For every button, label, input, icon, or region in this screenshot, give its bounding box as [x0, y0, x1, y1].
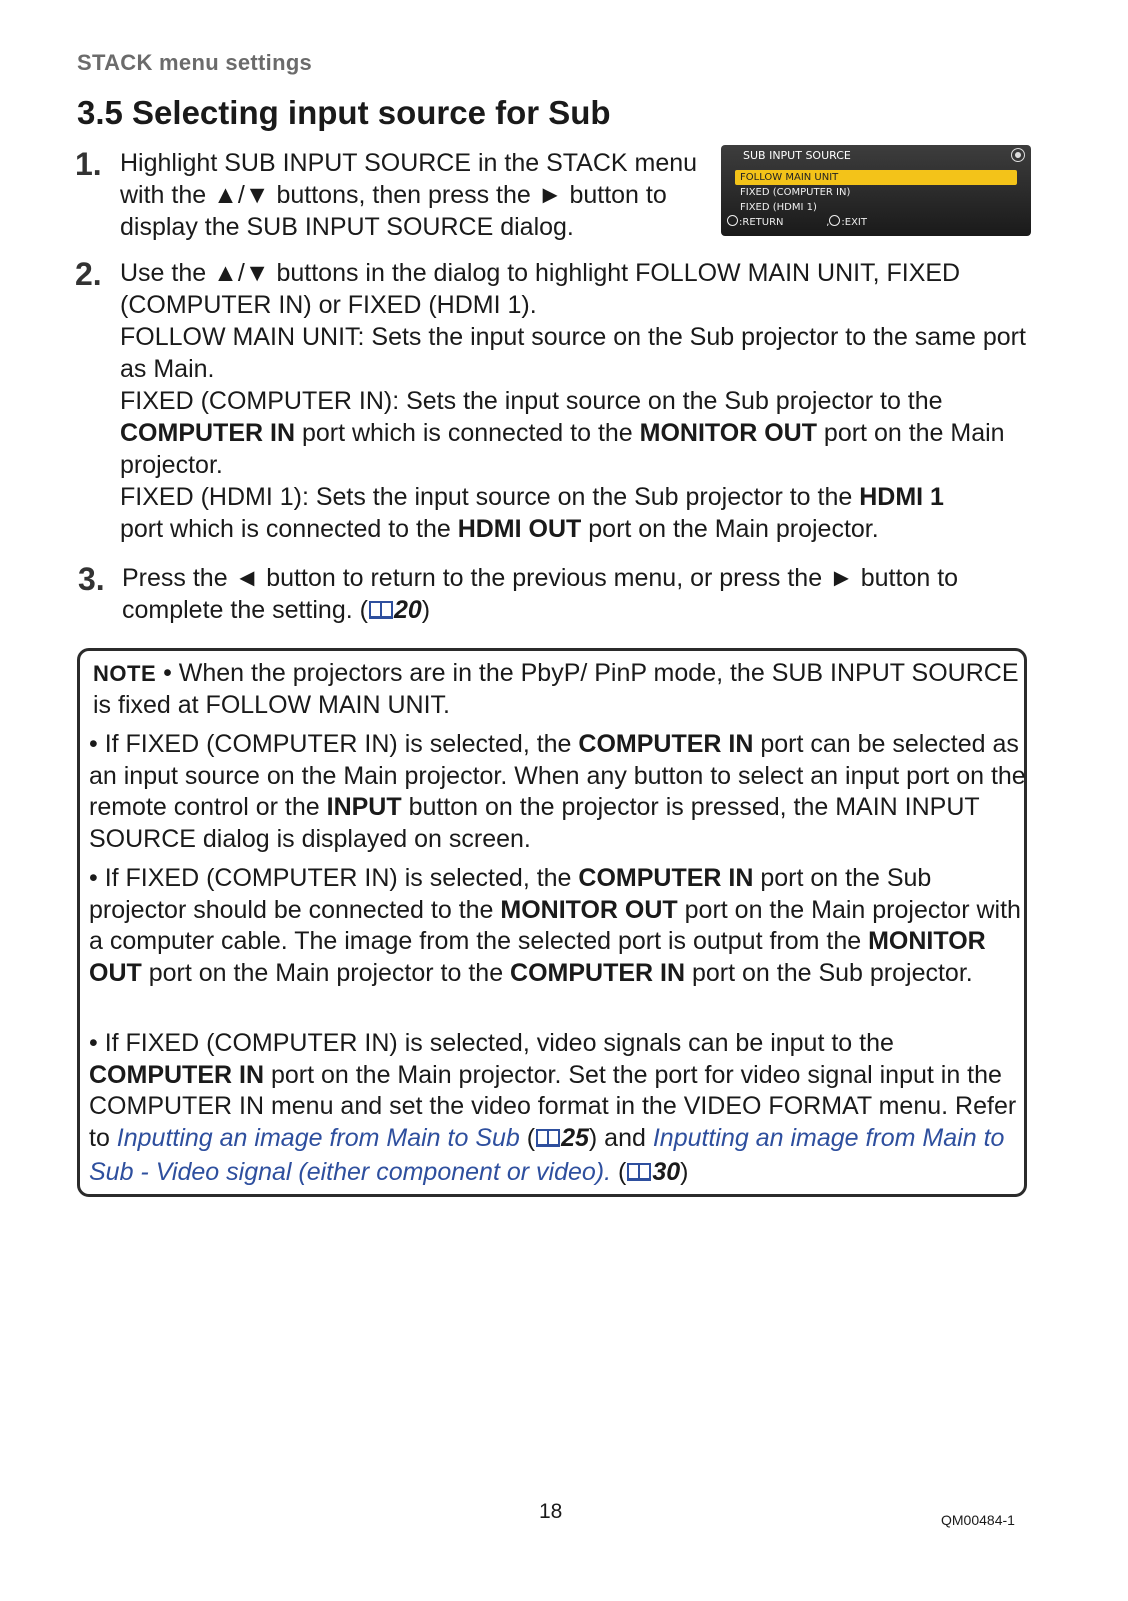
np4-t5: (: [611, 1158, 627, 1186]
step-3-text: [122, 562, 1022, 629]
return-hint: [727, 215, 823, 228]
step-3-body: Press the ◄ button to return to the previous menu, or press the ► button to complete the setting. (: [122, 564, 959, 624]
note-p1-text: • When the projectors are in the PbyP/ PinP mode, the SUB INPUT SOURCE is fixed at FOLLOW MAIN UNIT.: [93, 659, 1019, 719]
link-inputting-image-video-signal[interactable]: Inputting an image from Main to Sub - Video signal (either component or video).: [89, 1123, 1005, 1186]
left-arrow-button-icon: [727, 215, 738, 226]
comma-separator: ,: [826, 217, 830, 228]
dialog-footer: [727, 215, 1017, 228]
return-label: :RETURN: [739, 217, 784, 228]
step-2-fixed-hdmi: [120, 481, 1040, 545]
np2-b2: INPUT: [326, 793, 402, 821]
exit-hint: [826, 215, 867, 228]
np3-t1: • If FIXED (COMPUTER IN) is selected, the: [89, 864, 579, 892]
page-ref-20[interactable]: 20: [393, 596, 422, 624]
step-1-text: Highlight SUB INPUT SOURCE in the STACK menu with the ▲/▼ buttons, then press the ► button to display the SUB INPUT SOURCE dialog.: [120, 149, 698, 241]
step-number-2: 2.: [75, 256, 102, 292]
np2-t1: • If FIXED (COMPUTER IN) is selected, the: [89, 730, 579, 758]
fc-bold-monitor-out: MONITOR OUT: [639, 419, 817, 447]
step-2-intro: Use the ▲/▼ buttons in the dialog to highlight FOLLOW MAIN UNIT, FIXED (COMPUTER IN) or FIXED (HDMI 1).: [120, 259, 961, 319]
note-paragraph-2: [89, 729, 1029, 855]
option-fixed-hdmi-1[interactable]: FIXED (HDMI 1): [740, 202, 817, 213]
np3-b1: COMPUTER IN: [578, 864, 754, 892]
np3-b3: MONITOR OUT: [89, 927, 986, 987]
link-inputting-image-main-to-sub[interactable]: Inputting an image from Main to Sub: [116, 1123, 520, 1152]
dialog-title: SUB INPUT SOURCE: [743, 149, 851, 162]
step-2-follow-main: FOLLOW MAIN UNIT: Sets the input source on the Sub projector to the same port as Main.: [120, 323, 1026, 383]
right-arrow-button-icon: [829, 215, 840, 226]
note-paragraph-1: [93, 658, 1033, 721]
np4-b1: COMPUTER IN: [89, 1060, 264, 1089]
fh-bold-hdmi-1: HDMI 1: [859, 483, 944, 511]
step-number-1: 1.: [75, 146, 102, 182]
page-number: 18: [539, 1500, 563, 1523]
page-title: 3.5 Selecting input source for Sub: [77, 94, 611, 131]
step-3: [122, 562, 1022, 629]
note-paragraph-3: [89, 863, 1029, 989]
sub-input-source-dialog: [721, 145, 1031, 236]
np3-t3: port on the Main projector with a computer cable. The image from the selected port is output from the: [89, 895, 1021, 955]
np4-t6: ): [680, 1158, 689, 1186]
book-icon: [626, 1160, 652, 1192]
fh-text-2: port which is connected to the: [120, 515, 458, 543]
page-ref-30[interactable]: 30: [652, 1158, 681, 1186]
np3-t4: port on the Main projector to the: [141, 958, 511, 987]
fc-text-1: FIXED (COMPUTER IN): Sets the input source on the Sub projector to the: [120, 387, 943, 415]
gear-icon: [1011, 148, 1025, 162]
dialog-option-list: [735, 170, 1017, 215]
np3-b4: COMPUTER IN: [510, 958, 686, 987]
fc-text-2: port which is connected to the: [295, 419, 640, 447]
option-fixed-computer-in[interactable]: FIXED (COMPUTER IN): [740, 187, 851, 198]
fh-text-3: port on the Main projector.: [581, 515, 879, 543]
note-label: NOTE: [93, 661, 157, 686]
np2-t3: button on the projector is pressed, the MAIN INPUT SOURCE dialog is displayed on screen.: [89, 793, 980, 853]
step-2: [120, 257, 1040, 545]
option-follow-main-unit[interactable]: FOLLOW MAIN UNIT: [735, 170, 1017, 185]
section-label: STACK menu settings: [77, 50, 313, 75]
note-box: [77, 648, 1027, 1197]
np2-b1: COMPUTER IN: [578, 730, 754, 758]
document-code: QM00484-1: [941, 1512, 1015, 1528]
np3-t2: port on the Sub projector should be connected to the: [89, 864, 932, 924]
step-number-3: 3.: [78, 561, 105, 597]
step-3-close: ): [421, 596, 431, 624]
np3-t5: port on the Sub projector.: [685, 958, 973, 987]
note-paragraph-4: [89, 1028, 1029, 1192]
fc-bold-computer-in: COMPUTER IN: [120, 419, 295, 447]
np2-t2: port can be selected as an input source on the Main projector. When any button to select an input port on the remote control or the: [89, 730, 1026, 821]
np4-t1: • If FIXED (COMPUTER IN) is selected, video signals can be input to the: [89, 1029, 894, 1057]
fc-text-3: port on the Main projector.: [120, 419, 1005, 479]
book-icon: [535, 1126, 561, 1158]
book-icon: [368, 597, 394, 629]
fh-text-1: FIXED (HDMI 1): Sets the input source on the Sub projector to the: [120, 483, 860, 511]
np4-t4: ) and: [588, 1123, 653, 1152]
np4-t3: (: [519, 1123, 536, 1152]
step-2-fixed-computer: [120, 385, 1040, 481]
fh-bold-hdmi-out: HDMI OUT: [457, 515, 582, 543]
np3-b2: MONITOR OUT: [500, 895, 678, 924]
page-ref-25[interactable]: 25: [561, 1123, 589, 1152]
step-1: [120, 147, 710, 243]
np4-t2: port on the Main projector. Set the port for video signal input in the COMPUTER IN menu and set the video format in the VIDEO FORMAT menu. Refer to: [89, 1060, 1017, 1152]
exit-label: :EXIT: [841, 217, 867, 228]
